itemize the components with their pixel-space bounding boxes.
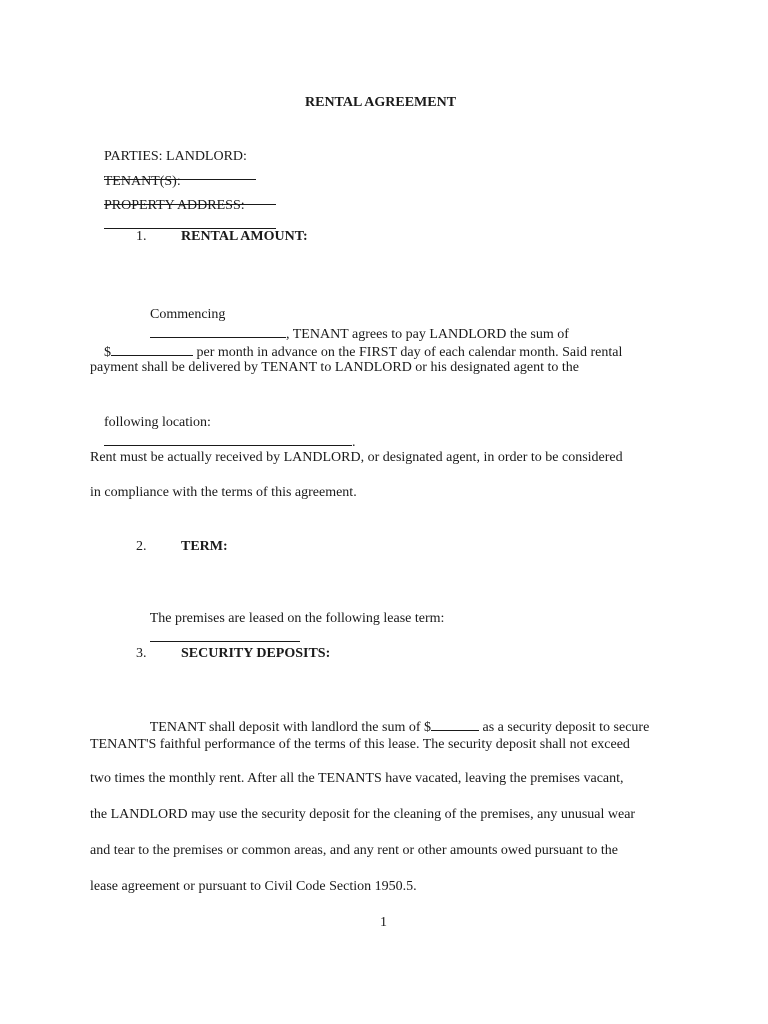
section-1-heading: RENTAL AMOUNT: — [181, 229, 308, 244]
s3-p1-line6: lease agreement or pursuant to Civil Code Section 1950.5. — [90, 879, 417, 894]
document-title: RENTAL AGREEMENT — [305, 95, 457, 110]
s1-agrees-text: , TENANT agrees to pay LANDLORD the sum of — [286, 327, 569, 342]
s1-dollar-sign: $ — [104, 345, 111, 360]
address-label: PROPERTY ADDRESS: — [104, 198, 245, 213]
s3-p1-line4: the LANDLORD may use the security deposit for the cleaning of the premises, any unusual wear — [90, 807, 636, 822]
tenant-label: TENANT(S): — [103, 174, 181, 189]
s3-deposit-text: TENANT shall deposit with landlord the sum of $ — [149, 720, 432, 735]
lease-term-blank[interactable] — [150, 628, 300, 642]
section-2-heading: TERM: — [181, 539, 228, 554]
landlord-label: PARTIES: LANDLORD: — [104, 149, 247, 164]
rent-amount-blank[interactable] — [111, 342, 193, 356]
s3-p1-line5: and tear to the premises or common areas, and any rent or other amounts owed pursuant to the — [90, 843, 618, 858]
s1-p2-line2: in compliance with the terms of this agreement. — [90, 485, 357, 500]
s1-period: . — [352, 435, 356, 450]
s1-commencing-text: Commencing — [150, 307, 226, 322]
address-blank[interactable] — [104, 215, 276, 229]
s1-location-text: following location: — [104, 415, 211, 430]
s3-p1-line2: TENANT'S faithful performance of the terms of this lease. The security deposit shall not exceed — [90, 737, 630, 752]
location-blank[interactable] — [104, 432, 352, 446]
deposit-amount-blank[interactable] — [431, 717, 479, 731]
s1-p1-line3: payment shall be delivered by TENANT to LANDLORD or his designated agent to the — [90, 360, 579, 375]
section-2-number: 2. — [136, 539, 147, 554]
s3-p1-line3: two times the monthly rent. After all the TENANTS have vacated, leaving the premises vacant, — [90, 771, 624, 786]
page-number: 1 — [380, 915, 387, 930]
s3-secure-text: as a security deposit to secure — [479, 720, 650, 735]
section-3-number: 3. — [136, 646, 147, 661]
section-3-heading: SECURITY DEPOSITS: — [181, 646, 331, 661]
section-1-number: 1. — [136, 229, 147, 244]
s1-p2-line1: Rent must be actually received by LANDLORD, or designated agent, in order to be considered — [90, 450, 623, 465]
s1-per-month-text: per month in advance on the FIRST day of each calendar month. Said rental — [193, 345, 623, 360]
s2-lease-term-text: The premises are leased on the following lease term: — [149, 611, 445, 626]
